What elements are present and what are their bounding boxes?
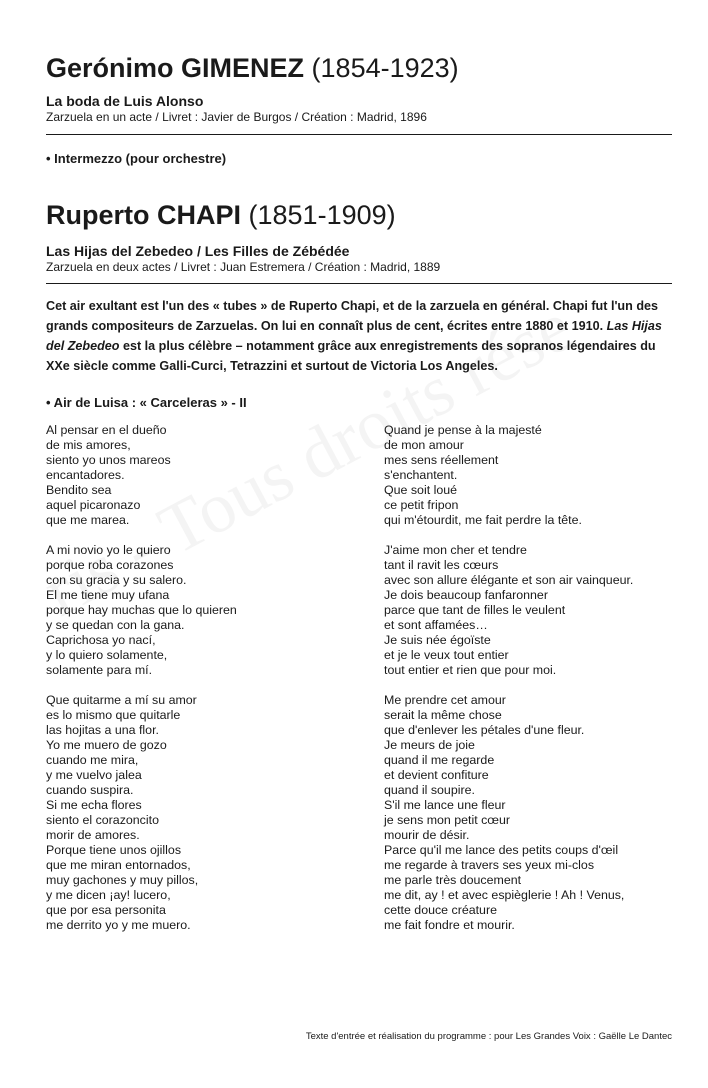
lyric-line: y me vuelvo jalea (46, 768, 142, 782)
lyric-line: avec son allure élégante et son air vainqueur. (384, 573, 634, 587)
lyric-line: de mis amores, (46, 438, 131, 452)
lyric-line: que me miran entornados, (46, 858, 191, 872)
lyric-line: Je dois beaucoup fanfaronner (384, 588, 548, 602)
lyric-line: El me tiene muy ufana (46, 588, 170, 602)
composer-years: (1851-1909) (248, 200, 396, 230)
stanza (46, 693, 198, 933)
lyric-line: cuando suspira. (46, 783, 134, 797)
lyric-line: Porque tiene unos ojillos (46, 843, 182, 857)
lyric-line: con su gracia y su salero. (46, 573, 187, 587)
stanza (46, 543, 237, 678)
lyric-line: aquel picaronazo (46, 498, 141, 512)
lyric-line: Que soit loué (384, 483, 458, 497)
work-title: La boda de Luis Alonso (46, 93, 204, 109)
footer-credits: Texte d'entrée et réalisation du programme : pour Les Grandes Voix : Gaëlle Le Dantec (305, 1031, 672, 1042)
stanza (46, 423, 171, 528)
lyric-line: Parce qu'il me lance des petits coups d'œil (384, 843, 619, 857)
lyric-line: me parle très doucement (384, 873, 522, 887)
lyric-line: Je suis née égoïste (384, 633, 491, 647)
lyric-line: je sens mon petit cœur (384, 813, 511, 827)
lyric-line: Yo me muero de gozo (46, 738, 167, 752)
lyric-line: parce que tant de filles le veulent (384, 603, 566, 617)
lyric-line: muy gachones y muy pillos, (46, 873, 199, 887)
lyric-line: siento yo unos mareos (46, 453, 171, 467)
lyric-line: me fait fondre et mourir. (384, 918, 515, 932)
lyric-line: Me prendre cet amour (384, 693, 506, 707)
lyric-line: quand il me regarde (384, 753, 495, 767)
composer-heading-chapi (46, 199, 396, 231)
lyric-line: cuando me mira, (46, 753, 139, 767)
lyric-line: que por esa personita (46, 903, 166, 917)
lyric-line: mourir de désir. (384, 828, 470, 842)
lyric-line: cette douce créature (384, 903, 497, 917)
lyric-line: qui m'étourdit, me fait perdre la tête. (384, 513, 582, 527)
lyric-line: es lo mismo que quitarle (46, 708, 181, 722)
lyric-line: Quand je pense à la majesté (384, 423, 542, 437)
lyric-line: morir de amores. (46, 828, 140, 842)
work-title: Las Hijas del Zebedeo / Les Filles de Zébédée (46, 243, 350, 259)
lyric-line: y se quedan con la gana. (46, 618, 185, 632)
lyric-line: las hojitas a una flor. (46, 723, 159, 737)
lyric-line: solamente para mí. (46, 663, 153, 677)
lyric-line: et je le veux tout entier (384, 648, 509, 662)
lyric-line: y lo quiero solamente, (46, 648, 168, 662)
lyric-line: Bendito sea (46, 483, 112, 497)
program-item: • Intermezzo (pour orchestre) (46, 151, 227, 166)
lyric-line: Je meurs de joie (384, 738, 475, 752)
lyric-line: et devient confiture (384, 768, 489, 782)
composer-name: Ruperto CHAPI (46, 200, 241, 230)
intro-text: Cet air exultant est l'un des « tubes » de Ruperto Chapi, et de la zarzuela en général. Chapi fut l'un des grands compositeurs de Zarzuelas. On lui en connaît plus de cent, écrites entre 1880 et 1910. (46, 299, 659, 333)
program-item: • Air de Luisa : « Carceleras » - II (46, 395, 247, 410)
lyric-line: de mon amour (384, 438, 464, 452)
lyric-line: quand il soupire. (384, 783, 475, 797)
intro-italic-title: Las Hijas del Zebedeo (46, 319, 662, 353)
lyric-line: me derrito yo y me muero. (46, 918, 191, 932)
lyric-line: Caprichosa yo nací, (46, 633, 156, 647)
lyric-line: Al pensar en el dueño (46, 423, 167, 437)
lyric-line: ce petit fripon (384, 498, 459, 512)
stanza (384, 543, 633, 678)
lyric-line: S'il me lance une fleur (384, 798, 506, 812)
lyric-line: porque hay muchas que lo quieren (46, 603, 237, 617)
lyric-line: siento el corazoncito (46, 813, 159, 827)
lyric-line: serait la même chose (384, 708, 502, 722)
lyric-line: me dit, ay ! et avec espièglerie ! Ah ! Venus, (384, 888, 625, 902)
lyric-line: porque roba corazones (46, 558, 174, 572)
divider (46, 134, 672, 135)
intro-text: est la plus célèbre – notamment grâce aux enregistrements des sopranos légendaires du XXe siècle comme Galli-Curci, Tetrazzini et surtout de Victoria Los Angeles. (46, 339, 656, 373)
lyric-line: A mi novio yo le quiero (46, 543, 171, 557)
lyric-line: que me marea. (46, 513, 130, 527)
lyric-line: mes sens réellement (384, 453, 499, 467)
composer-heading-gimenez (46, 52, 459, 84)
lyric-line: tant il ravit les cœurs (384, 558, 499, 572)
composer-name: Gerónimo GIMENEZ (46, 53, 305, 83)
lyric-line: Si me echa flores (46, 798, 142, 812)
lyric-line: J'aime mon cher et tendre (384, 543, 527, 557)
lyric-line: encantadores. (46, 468, 125, 482)
intro-paragraph (46, 296, 676, 376)
lyric-line: tout entier et rien que pour moi. (384, 663, 557, 677)
lyric-line: Que quitarme a mí su amor (46, 693, 197, 707)
work-subtitle: Zarzuela en un acte / Livret : Javier de Burgos / Création : Madrid, 1896 (46, 110, 427, 124)
lyric-line: s'enchantent. (384, 468, 458, 482)
lyric-line: y me dicen ¡ay! lucero, (46, 888, 171, 902)
stanza (384, 693, 624, 933)
lyric-line: que d'enlever les pétales d'une fleur. (384, 723, 585, 737)
divider (46, 283, 672, 284)
stanza (384, 423, 582, 528)
lyric-line: et sont affamées… (384, 618, 488, 632)
work-subtitle: Zarzuela en deux actes / Livret : Juan Estremera / Création : Madrid, 1889 (46, 260, 441, 274)
lyric-line: me regarde à travers ses yeux mi-clos (384, 858, 595, 872)
composer-years: (1854-1923) (311, 53, 459, 83)
